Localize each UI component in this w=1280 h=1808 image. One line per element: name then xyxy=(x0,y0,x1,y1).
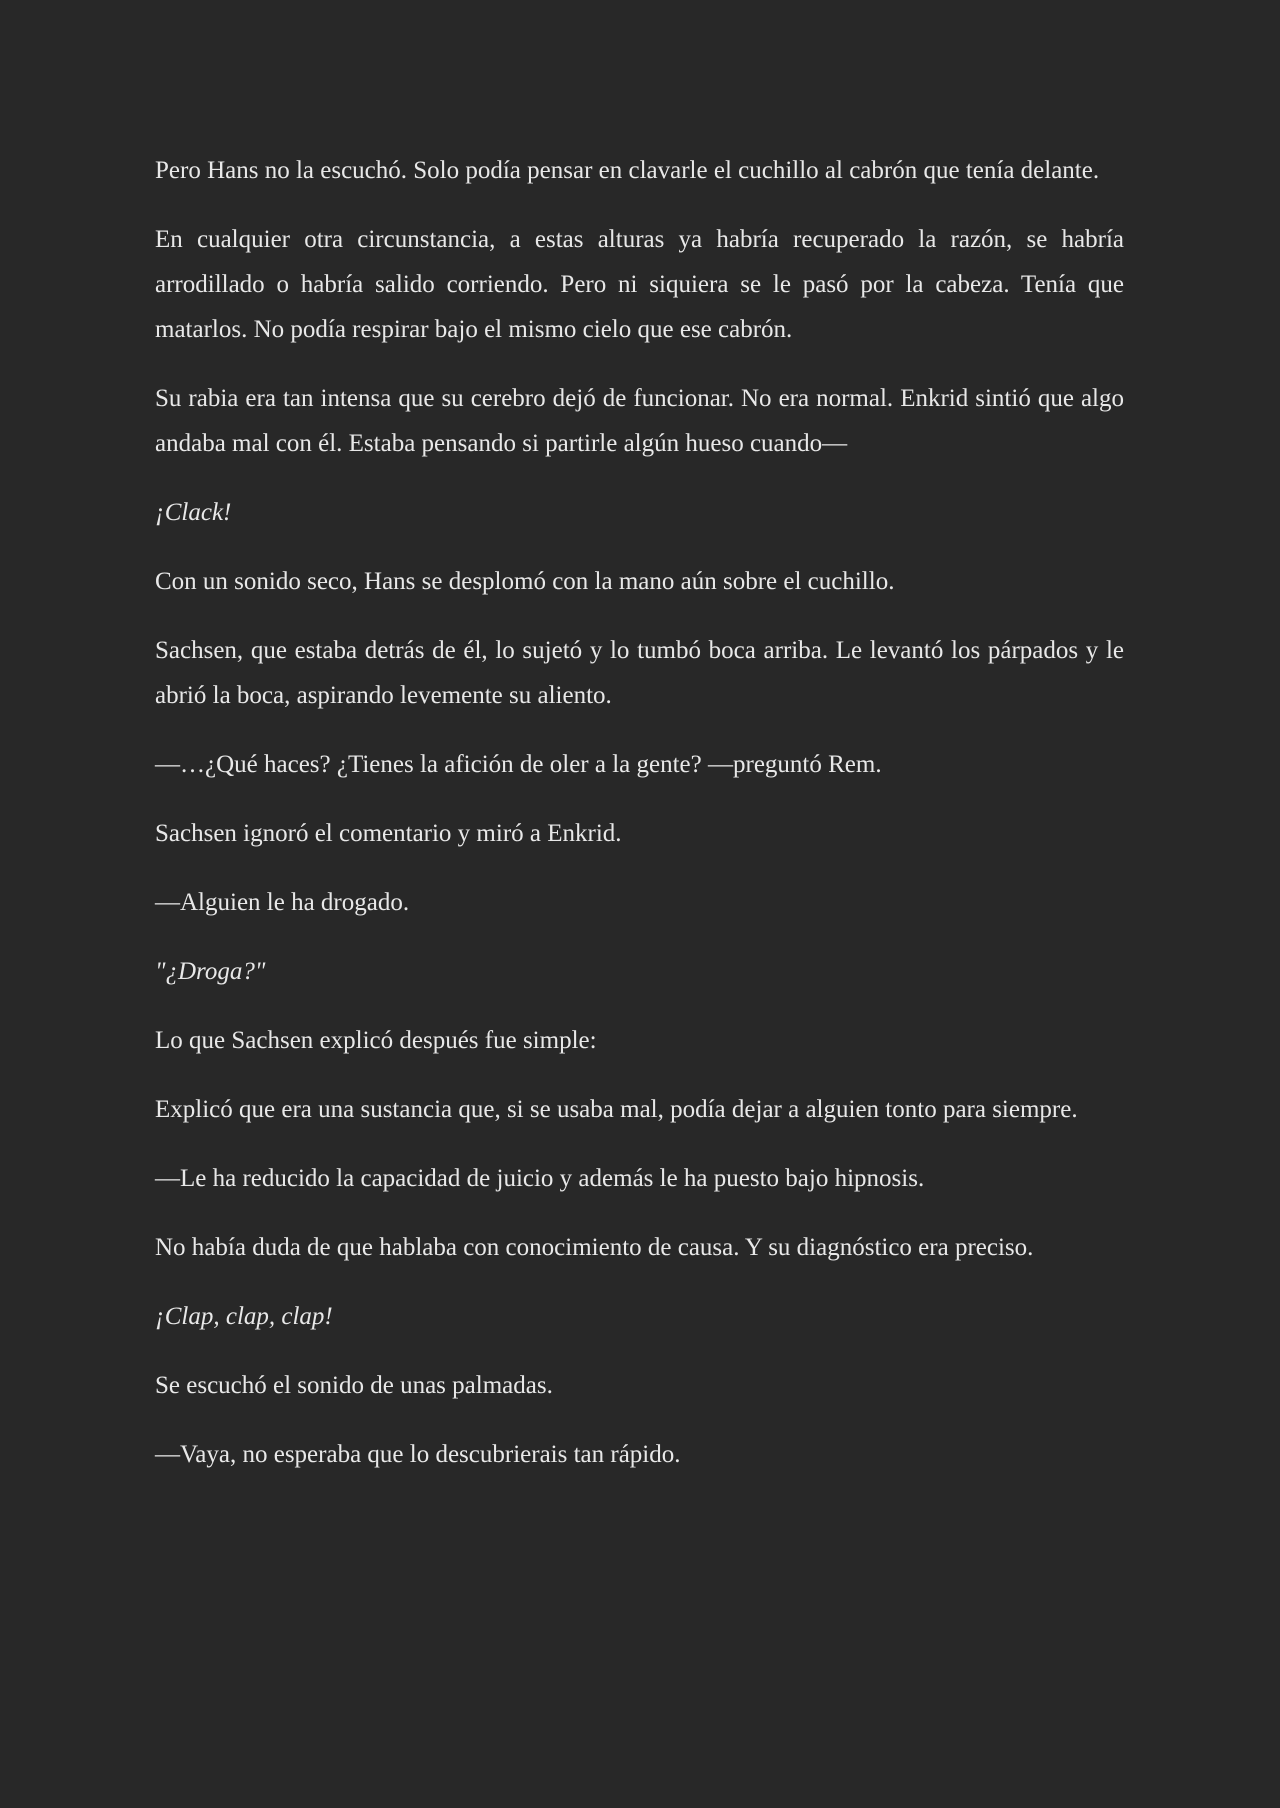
dialogue-line: —Vaya, no esperaba que lo descubrierais tan rápido. xyxy=(155,1441,681,1468)
thought-line: "¿Droga?" xyxy=(155,958,266,985)
sound-effect-line: ¡Clack! xyxy=(155,499,232,526)
paragraph: No había duda de que hablaba con conocimiento de causa. Y su diagnóstico era preciso. xyxy=(155,1234,1034,1261)
dialogue-line: —Alguien le ha drogado. xyxy=(155,889,410,916)
paragraph: En cualquier otra circunstancia, a estas alturas ya habría recuperado la razón, se habría arrodillado o habría salido corriendo. Pero ni siquiera se le pasó por la cabeza. Tenía que matarlos. No podía respirar bajo el mismo cielo que ese cabrón. xyxy=(155,226,1124,343)
dialogue-line: —…¿Qué haces? ¿Tienes la afición de oler a la gente? —preguntó Rem. xyxy=(155,751,882,778)
sound-effect-line: ¡Clap, clap, clap! xyxy=(155,1303,333,1330)
reading-content xyxy=(155,148,1124,1501)
dialogue-line: —Le ha reducido la capacidad de juicio y además le ha puesto bajo hipnosis. xyxy=(155,1165,925,1192)
paragraph: Sachsen ignoró el comentario y miró a Enkrid. xyxy=(155,820,622,847)
paragraph: Se escuchó el sonido de unas palmadas. xyxy=(155,1372,553,1399)
paragraph: Pero Hans no la escuchó. Solo podía pensar en clavarle el cuchillo al cabrón que tenía delante. xyxy=(155,157,1100,184)
paragraph: Sachsen, que estaba detrás de él, lo sujetó y lo tumbó boca arriba. Le levantó los párpados y le abrió la boca, aspirando levemente su aliento. xyxy=(155,637,1124,709)
paragraph: Su rabia era tan intensa que su cerebro dejó de funcionar. No era normal. Enkrid sintió que algo andaba mal con él. Estaba pensando si partirle algún hueso cuando— xyxy=(155,385,1124,457)
paragraph: Lo que Sachsen explicó después fue simple: xyxy=(155,1027,597,1054)
paragraph: Explicó que era una sustancia que, si se usaba mal, podía dejar a alguien tonto para siempre. xyxy=(155,1096,1078,1123)
paragraph: Con un sonido seco, Hans se desplomó con la mano aún sobre el cuchillo. xyxy=(155,568,895,595)
